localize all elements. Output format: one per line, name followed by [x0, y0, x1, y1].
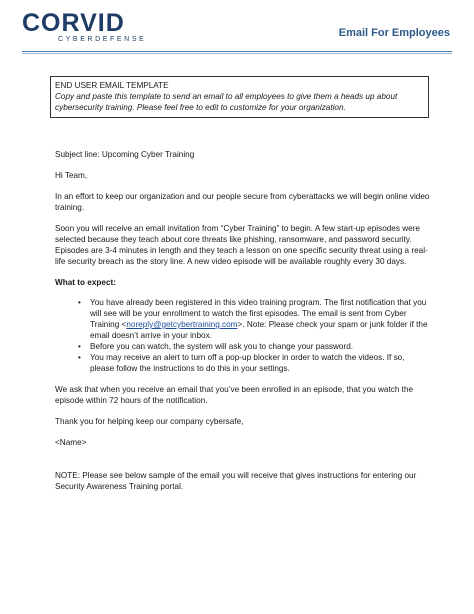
email-paragraph-invitation: Soon you will receive an email invitation from “Cyber Training” to begin. A few start-up episodes were selected because they teach about core threats like phishing, ransomware, and password security. Episodes are 3-4 minutes in length and they teach a lesson on one specific security threat using a real-life security breach as the story line. A new video episode will be available roughly every 30 days.	[55, 224, 428, 266]
email-subject-line: Subject line: Upcoming Cyber Training	[55, 150, 195, 159]
list-item	[90, 297, 430, 341]
logo-wordmark: CORVID	[22, 9, 125, 37]
template-box-text: Copy and paste this template to send an email to all employees to give them a heads up about cybersecurity training. Please feel free to edit to customize for your organization.	[55, 92, 398, 112]
corvid-logo	[22, 10, 146, 44]
header-divider-secondary	[22, 53, 452, 54]
list-item: • You may receive an alert to turn off a pop-up blocker in order to watch the videos. If so, please follow the instructions to do this in your settings.	[90, 352, 430, 374]
email-paragraph-request: We ask that when you receive an email that you’ve been enrolled in an episode, that you watch the episode within 72 hours of the notification.	[55, 385, 414, 405]
page-header	[0, 0, 474, 60]
logo-subtext: CYBERDEFENSE	[58, 36, 147, 43]
email-greeting: Hi Team,	[55, 171, 88, 180]
template-instructions-box	[50, 76, 429, 118]
header-divider	[22, 51, 452, 52]
noreply-email-link[interactable]: noreply@getcybertraining.com	[126, 320, 238, 329]
bullet-text-before-link: You have already been registered in this video training program. The first notification that you will see will be your enrollment to watch the first episodes. The email is sent from Cyber Training <	[90, 298, 427, 329]
what-to-expect-heading: What to expect:	[55, 278, 116, 287]
email-paragraph-intro: In an effort to keep our organization and our people secure from cyberattacks we will begin online video training.	[55, 192, 430, 212]
email-signature: <Name>	[55, 438, 87, 447]
expectations-list	[55, 297, 430, 374]
email-paragraph-thanks: Thank you for helping keep our company cybersafe,	[55, 417, 244, 426]
spacer	[55, 458, 430, 470]
list-item: • Before you can watch, the system will ask you to change your password.	[90, 341, 430, 352]
email-body	[55, 149, 430, 502]
email-note: NOTE: Please see below sample of the email you will receive that gives instructions for entering our Security Awareness Training portal.	[55, 471, 417, 491]
template-box-title: END USER EMAIL TEMPLATE	[55, 81, 169, 90]
bullet-text-after-link: >. Note: Please check your spam or junk folder if the email doesn’t arrive in your inbox.	[90, 320, 428, 340]
document-title: Email For Employees	[338, 27, 450, 39]
